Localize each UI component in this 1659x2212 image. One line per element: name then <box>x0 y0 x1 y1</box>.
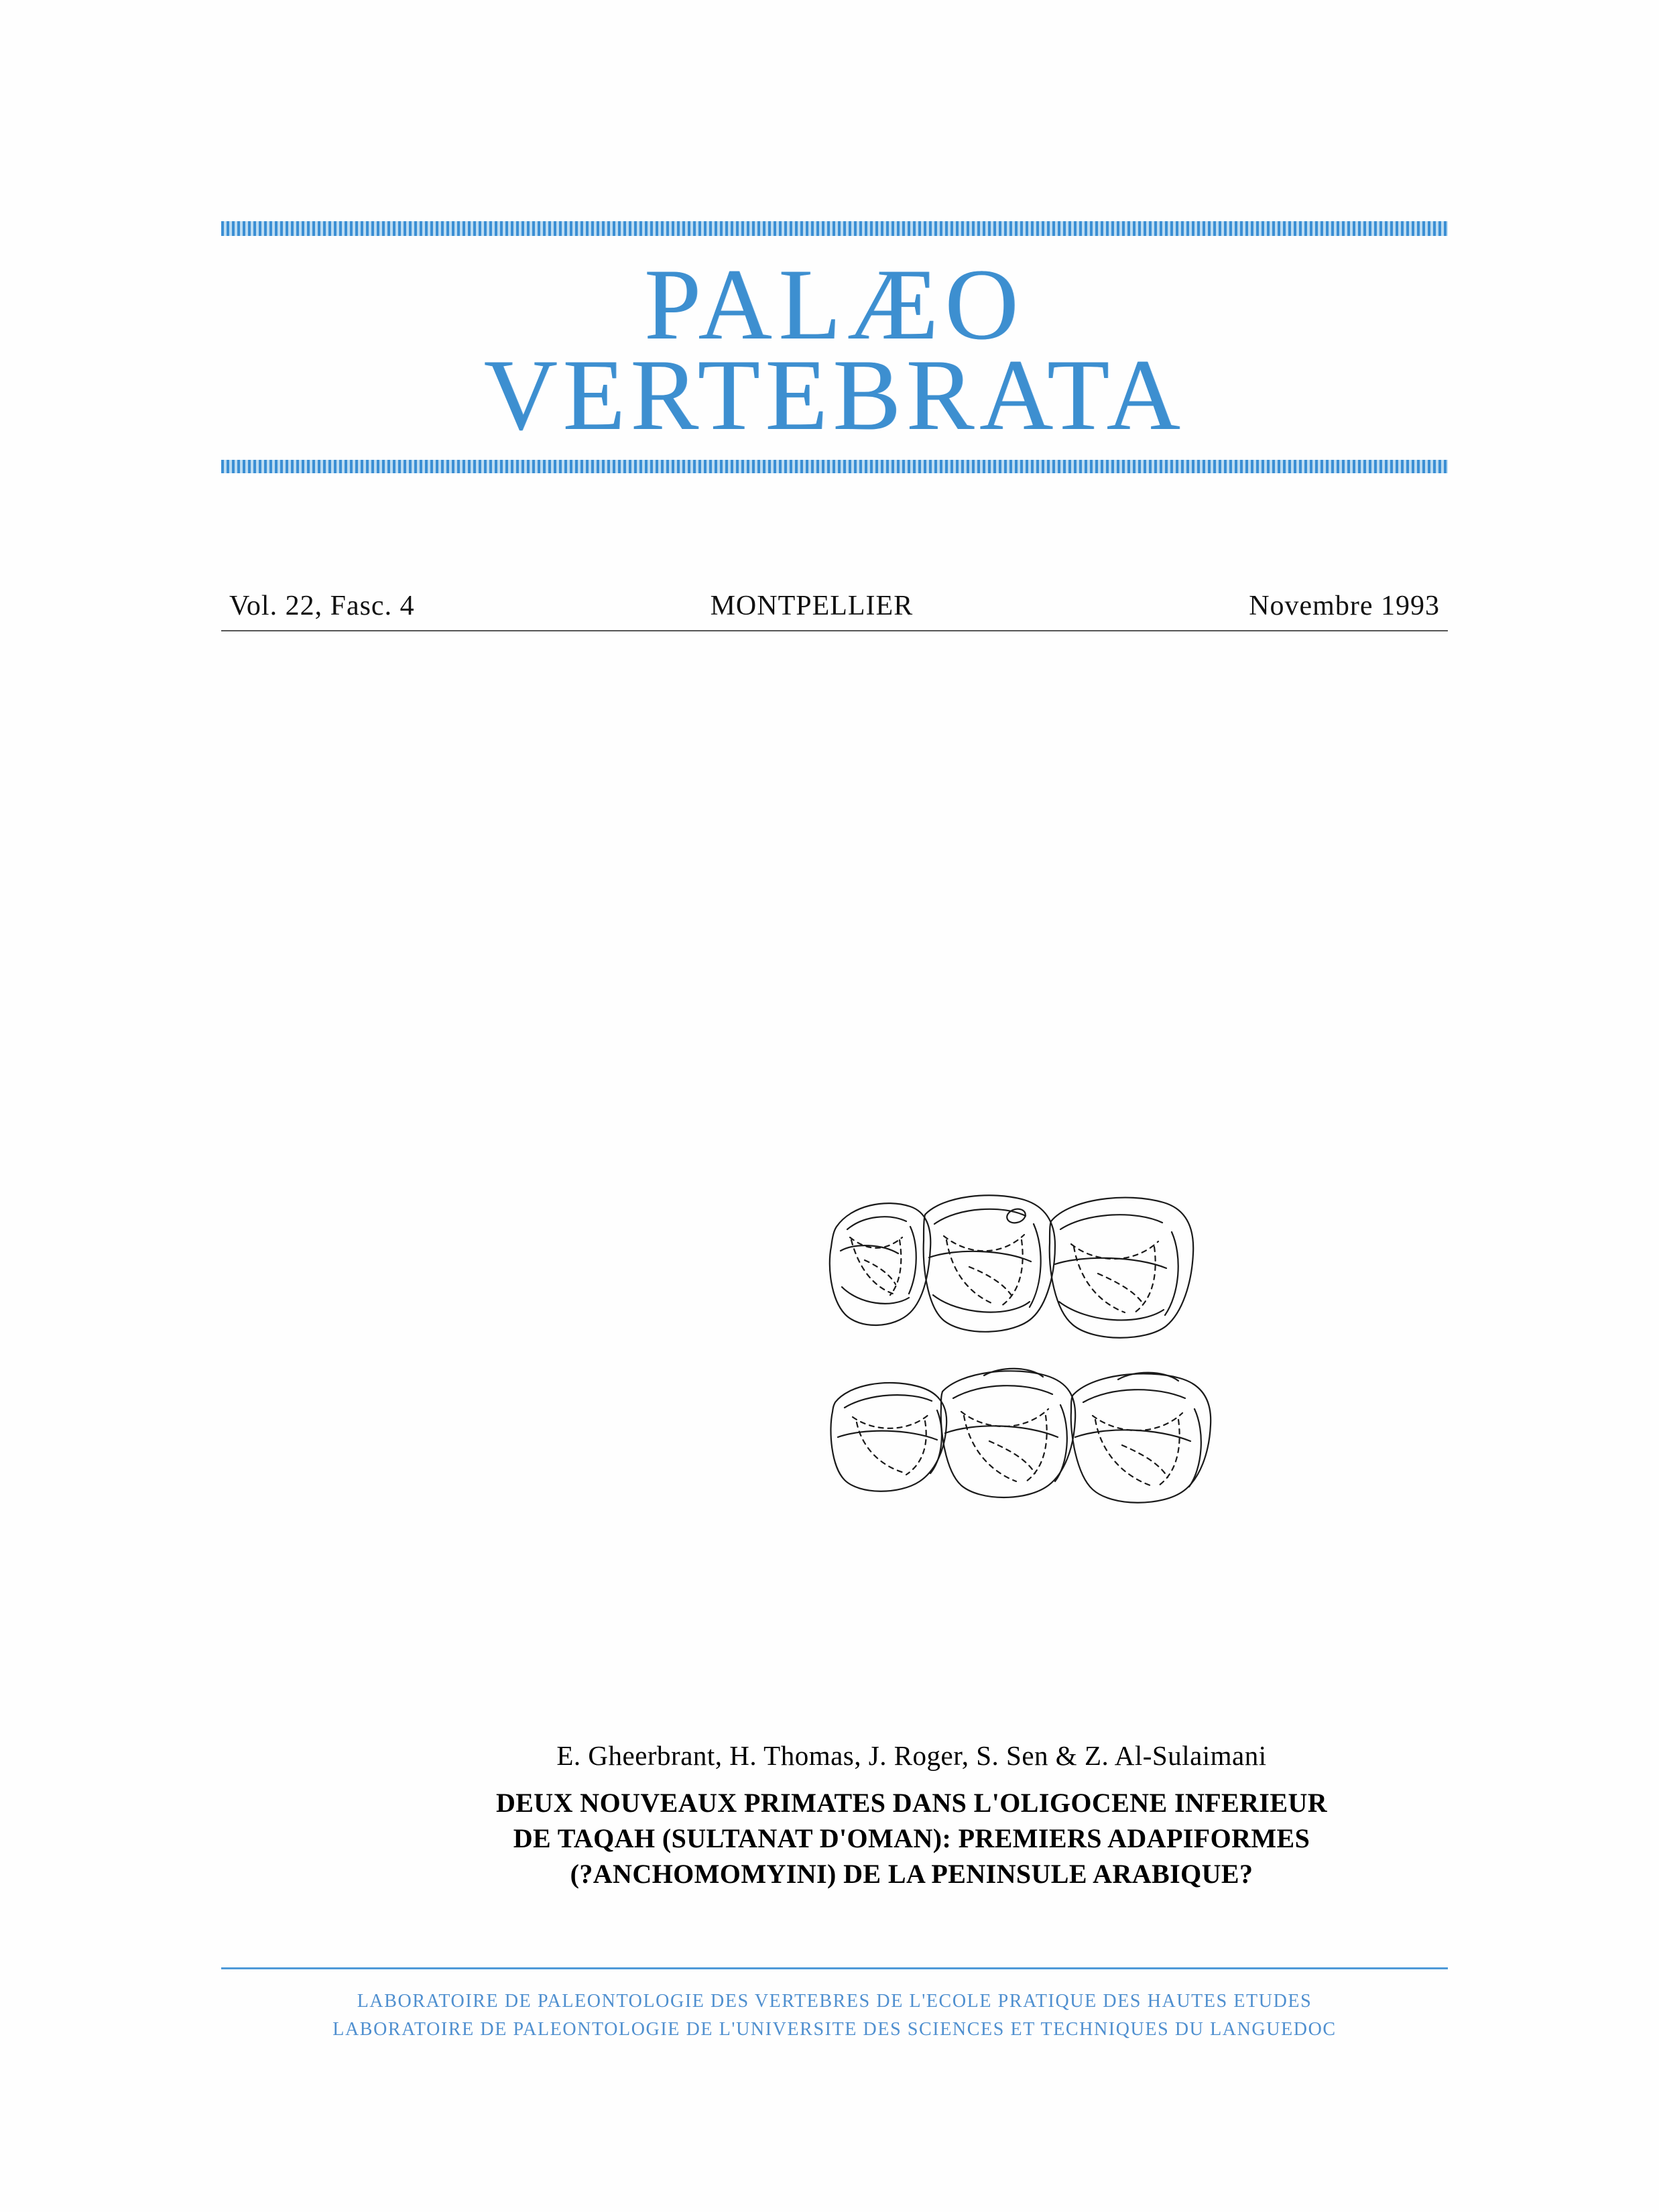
tooth-upper-middle <box>924 1195 1055 1332</box>
article-title-line-1: DEUX NOUVEAUX PRIMATES DANS L'OLIGOCENE INFERIEUR <box>495 1788 1328 1818</box>
issue-info-bar <box>221 582 1448 631</box>
article-authors: E. Gheerbrant, H. Thomas, J. Roger, S. Sen & Z. Al-Sulaimani <box>556 1740 1267 1771</box>
tooth-upper-left <box>830 1203 931 1325</box>
masthead-top-rule <box>221 221 1448 236</box>
journal-title <box>221 248 1448 451</box>
tooth-lower-left <box>831 1383 946 1491</box>
footer-line-1: LABORATOIRE DE PALEONTOLOGIE DES VERTEBRES DE L'ECOLE PRATIQUE DES HAUTES ETUDES <box>357 1991 1312 2012</box>
article-title <box>375 1785 1448 1892</box>
article-block <box>375 1739 1448 1892</box>
footer-line-2: LABORATOIRE DE PALEONTOLOGIE DE L'UNIVERSITE DES SCIENCES ET TECHNIQUES DU LANGUEDOC <box>332 2019 1337 2040</box>
issue-date: Novembre 1993 <box>1249 591 1440 621</box>
article-title-line-2: DE TAQAH (SULTANAT D'OMAN): PREMIERS ADAPIFORMES <box>513 1823 1310 1854</box>
issue-place: MONTPELLIER <box>710 591 914 621</box>
tooth-upper-right <box>1050 1198 1193 1338</box>
article-title-line-3: (?ANCHOMOMYINI) DE LA PENINSULE ARABIQUE? <box>570 1859 1253 1890</box>
footer-rule <box>221 1967 1448 1969</box>
footer-affiliations <box>221 1987 1448 2044</box>
masthead <box>221 221 1448 473</box>
tooth-lower-middle <box>941 1369 1076 1497</box>
cover-figure-teeth-drawing <box>824 1186 1374 1575</box>
masthead-bottom-rule <box>221 460 1448 473</box>
journal-title-line-2: VERTEBRATA <box>483 338 1186 451</box>
issue-volume: Vol. 22, Fasc. 4 <box>229 591 415 621</box>
tooth-lower-right <box>1071 1373 1211 1503</box>
journal-title-line-1: PALÆO <box>643 248 1026 361</box>
